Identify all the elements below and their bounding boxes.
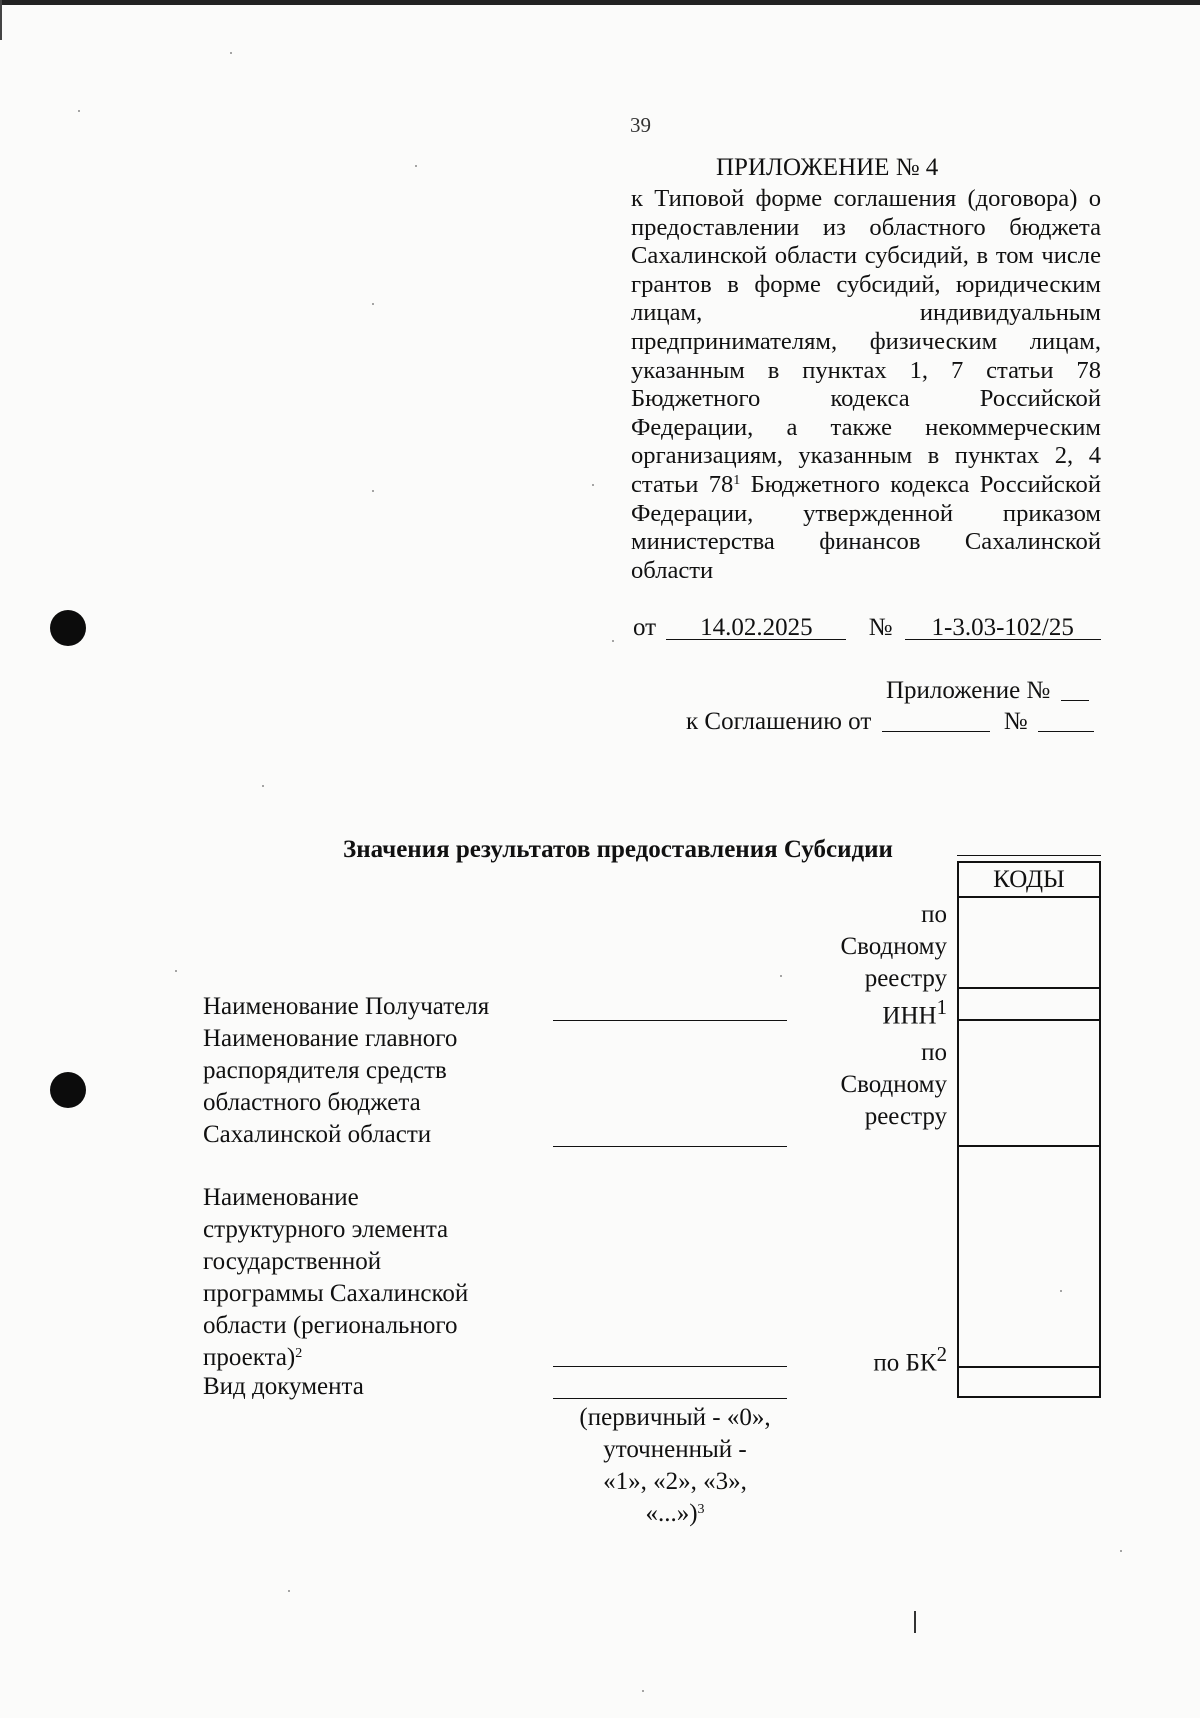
- doc-type-note: (первичный - «0», уточненный - «1», «2», «3», «...»)$^3$: [579, 1404, 771, 1527]
- scan-speck: [175, 970, 177, 972]
- codes-label-svodny-reestr-1: по Сводному реестру: [840, 901, 947, 992]
- order-from-label: от: [633, 614, 657, 641]
- order-details: [633, 614, 1101, 642]
- codes-divider-1: [959, 987, 1099, 989]
- scan-speck: [1060, 1290, 1062, 1292]
- order-number-label: №: [868, 614, 893, 641]
- codes-divider-4: [959, 1366, 1099, 1368]
- codes-table: [957, 861, 1101, 1398]
- scan-speck: [372, 490, 374, 492]
- footnote-ref-inn: 1: [936, 995, 947, 1019]
- codes-label-inn: ИНН$^1$: [882, 995, 947, 1030]
- page-number: 39: [630, 113, 651, 137]
- scan-speck: [288, 1590, 290, 1592]
- order-date: 14.02.2025: [666, 617, 846, 640]
- punch-hole-upper: [50, 610, 86, 646]
- codes-divider-3: [959, 1145, 1099, 1147]
- scan-speck: [592, 484, 594, 486]
- scan-top-edge: [0, 0, 1200, 5]
- field-label-recipient: Наименование Получателя: [203, 993, 490, 1020]
- scan-left-edge: [0, 0, 2, 40]
- scan-speck: [612, 640, 614, 642]
- scan-speck: [372, 303, 374, 305]
- agreement-number-blank: [1038, 711, 1094, 732]
- scan-mark: [914, 1611, 916, 1633]
- scan-speck: [1120, 1550, 1122, 1552]
- appendix-title: ПРИЛОЖЕНИЕ № 4: [716, 154, 939, 181]
- field-label-doc-type: Вид документа: [203, 1373, 364, 1400]
- codes-label-bk: по $БК^2$: [873, 1342, 947, 1377]
- codes-divider-2: [959, 1019, 1099, 1021]
- agreement-appendix-label: Приложение №: [886, 677, 1051, 704]
- agreement-date-ref: [686, 708, 1094, 736]
- scan-speck: [262, 785, 264, 787]
- scan-speck: [78, 110, 80, 112]
- footnote-ref-struct: 2: [295, 1346, 303, 1361]
- field-line-struct-element: [553, 1366, 787, 1367]
- scan-speck: [230, 52, 232, 54]
- agreement-date-blank: [882, 711, 990, 732]
- field-label-struct-element: Наименование структурного элемента государственной программы Сахалинской области (регионального проекта)$^2$: [203, 1184, 469, 1371]
- footnote-ref-1: 1: [733, 472, 741, 488]
- appendix-text-part1: к Типовой форме соглашения (договора) о предоставлении из областного бюджета Сахалинской области субсидий, в том числе грантов в форме субсидий, юридическим лицам, индивидуальным предпринимателям, физическим лицам, указанным в пунктах 1, 7 статьи 78 Бюджетного кодекса Российской Федерации, а также некоммерческим организациям, указанным в пунктах 2, 4 статьи 78: [631, 185, 1101, 498]
- appendix-description: [631, 185, 1101, 585]
- document-title: Значения результатов предоставления Субсидии: [343, 836, 893, 863]
- footnote-ref-3: 3: [697, 1502, 705, 1517]
- scan-speck: [415, 165, 417, 167]
- codes-header: КОДЫ: [959, 863, 1099, 898]
- codes-top-rule: [957, 855, 1101, 856]
- field-line-doc-type: [553, 1398, 787, 1399]
- field-line-main-manager: [553, 1146, 787, 1147]
- agreement-appendix-ref: [886, 677, 1089, 705]
- field-line-recipient: [553, 1020, 787, 1021]
- scan-speck: [642, 1690, 644, 1692]
- agreement-number-label: №: [1003, 708, 1028, 735]
- agreement-date-label: к Соглашению от: [686, 708, 872, 735]
- punch-hole-lower: [50, 1072, 86, 1108]
- codes-label-svodny-reestr-2: по Сводному реестру: [840, 1039, 947, 1130]
- agreement-appendix-blank: [1061, 680, 1089, 701]
- footnote-ref-bk: 2: [936, 1342, 947, 1366]
- appendix-text-part2: Бюджетного кодекса Российской Федерации, утвержденной приказом министерства финансов Сахалинской области: [631, 470, 1101, 584]
- order-number: 1-3.03-102/25: [905, 617, 1101, 640]
- scan-speck: [780, 975, 782, 977]
- field-label-main-manager: Наименование главного распорядителя средств областного бюджета Сахалинской области: [203, 1025, 458, 1148]
